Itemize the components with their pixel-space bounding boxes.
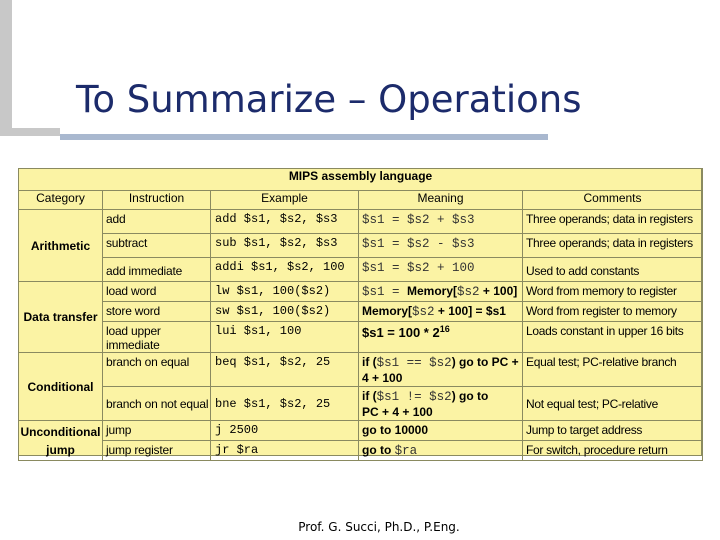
table-row	[19, 258, 703, 282]
meaning-part: $s2	[457, 285, 480, 299]
example-cell: beq $s1, $s2, 25	[211, 353, 359, 387]
instruction-cell: branch on not equal	[103, 387, 211, 421]
meaning-part: go to	[362, 443, 395, 457]
instruction-cell: load word	[103, 282, 211, 302]
instruction-cell: load upper immediate	[103, 322, 211, 353]
comment-cell: Not equal test; PC-relative	[523, 387, 703, 421]
header-instruction: Instruction	[103, 191, 211, 210]
meaning-text: $s1 = $s2 - $s3	[362, 237, 475, 251]
category-unconditional-jump: Unconditional jump	[19, 421, 103, 461]
comment-cell: For switch, procedure return	[523, 441, 703, 461]
header-comments: Comments	[523, 191, 703, 210]
header-meaning: Meaning	[359, 191, 523, 210]
meaning-part: $s1 == $s2	[376, 356, 452, 370]
table-row	[19, 234, 703, 258]
table-caption: MIPS assembly language	[19, 169, 703, 191]
meaning-part: $s1 != $s2	[376, 390, 452, 404]
instruction-cell: branch on equal	[103, 353, 211, 387]
comment-cell: Used to add constants	[523, 258, 703, 282]
category-conditional: Conditional	[19, 353, 103, 421]
meaning-text: $s1 = $s2 + 100	[362, 261, 475, 275]
table-row	[19, 302, 703, 322]
meaning-part: $s1 =	[362, 285, 408, 299]
corner-bar-horizontal	[0, 128, 60, 136]
category-arithmetic: Arithmetic	[19, 210, 103, 282]
table-row	[19, 282, 703, 302]
example-cell: sw $s1, 100($s2)	[211, 302, 359, 322]
instruction-cell: store word	[103, 302, 211, 322]
meaning-part: ) go to PC + 4 + 100	[362, 355, 519, 385]
example-cell: j 2500	[211, 421, 359, 441]
instruction-cell: jump register	[103, 441, 211, 461]
title-underline	[60, 134, 548, 140]
example-cell: sub $s1, $s2, $s3	[211, 234, 359, 258]
header-category: Category	[19, 191, 103, 210]
table-caption-row	[19, 169, 703, 191]
meaning-part: ) go to	[451, 389, 489, 403]
comment-cell: Loads constant in upper 16 bits	[523, 322, 703, 353]
slide-footer: Prof. G. Succi, Ph.D., P.Eng.	[298, 520, 460, 534]
meaning-part: PC + 4 + 100	[362, 405, 433, 419]
comment-cell: Equal test; PC-relative branch	[523, 353, 703, 387]
header-example: Example	[211, 191, 359, 210]
comment-cell: Word from memory to register	[523, 282, 703, 302]
comment-cell: Three operands; data in registers	[523, 234, 703, 258]
meaning-cell	[359, 387, 523, 421]
meaning-cell	[359, 234, 523, 258]
meaning-text: $s1 = $s2 + $s3	[362, 213, 475, 227]
meaning-cell	[359, 258, 523, 282]
comment-cell: Word from register to memory	[523, 302, 703, 322]
table-row	[19, 441, 703, 461]
comment-cell: Three operands; data in registers	[523, 210, 703, 234]
comment-cell: Jump to target address	[523, 421, 703, 441]
slide-title: To Summarize – Operations	[76, 78, 582, 121]
example-cell: add $s1, $s2, $s3	[211, 210, 359, 234]
table-row	[19, 387, 703, 421]
meaning-text: go to 10000	[362, 423, 429, 437]
example-cell: addi $s1, $s2, 100	[211, 258, 359, 282]
table-row	[19, 353, 703, 387]
meaning-part: Memory[	[362, 304, 413, 318]
meaning-part: + 100]	[479, 284, 518, 298]
meaning-part: + 100] = $s1	[434, 304, 506, 318]
meaning-cell	[359, 210, 523, 234]
meaning-cell	[359, 282, 523, 302]
corner-bar-vertical	[0, 0, 12, 135]
mips-table-container	[18, 168, 702, 456]
meaning-cell	[359, 353, 523, 387]
table-row	[19, 322, 703, 353]
example-cell: bne $s1, $s2, 25	[211, 387, 359, 421]
meaning-cell	[359, 421, 523, 441]
table-header-row	[19, 191, 703, 210]
example-cell: lui $s1, 100	[211, 322, 359, 353]
table-row	[19, 210, 703, 234]
category-data-transfer: Data transfer	[19, 282, 103, 353]
meaning-cell	[359, 322, 523, 353]
meaning-part: $s2	[412, 305, 435, 319]
meaning-cell	[359, 302, 523, 322]
meaning-part: if (	[362, 389, 377, 403]
example-cell: jr $ra	[211, 441, 359, 461]
meaning-part: if (	[362, 355, 377, 369]
example-cell: lw $s1, 100($s2)	[211, 282, 359, 302]
instruction-cell: jump	[103, 421, 211, 441]
table-row	[19, 421, 703, 441]
meaning-exponent: 16	[439, 324, 450, 334]
mips-table	[18, 168, 703, 461]
instruction-cell: add	[103, 210, 211, 234]
meaning-part: $s1 = 100 * 2	[362, 325, 440, 340]
meaning-cell	[359, 441, 523, 461]
meaning-part: Memory[	[407, 284, 458, 298]
instruction-cell: subtract	[103, 234, 211, 258]
meaning-part: $ra	[394, 444, 418, 458]
instruction-cell: add immediate	[103, 258, 211, 282]
